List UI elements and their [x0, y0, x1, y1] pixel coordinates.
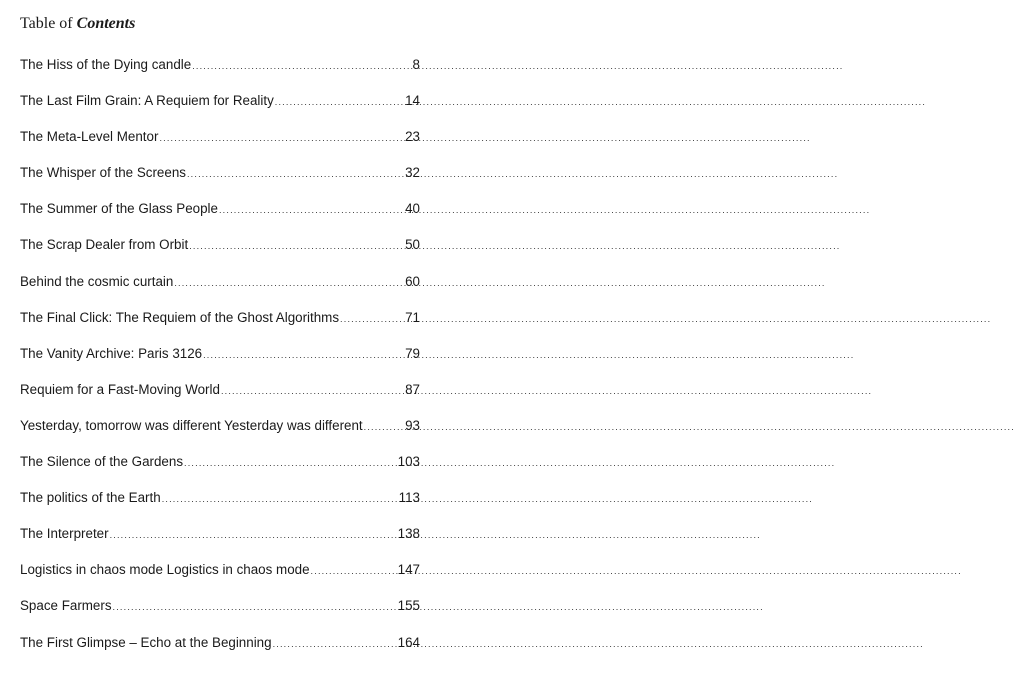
toc-entry-page: 23	[405, 129, 420, 145]
toc-entry-page: 138	[397, 526, 420, 542]
toc-entry-page: 155	[397, 598, 420, 614]
toc-entry[interactable]	[20, 595, 420, 631]
toc-entry-page: 60	[405, 273, 420, 289]
toc-entry-page: 93	[405, 417, 420, 433]
toc-entry-title: The Last Film Grain: A Requiem for Reality	[20, 93, 274, 109]
dot-leader	[186, 163, 405, 185]
toc-entry-title: Space Farmers	[20, 598, 112, 614]
toc-entry[interactable]	[20, 54, 420, 90]
toc-entry[interactable]	[20, 487, 420, 523]
toc-entry-title: Requiem for a Fast-Moving World	[20, 381, 220, 397]
toc-entry[interactable]	[20, 90, 420, 126]
toc-entry[interactable]	[20, 415, 420, 451]
toc-entry-page: 113	[398, 490, 420, 506]
toc-heading-emphasis: Contents	[76, 15, 136, 32]
toc-entry-page: 8	[412, 57, 420, 72]
toc-list	[20, 54, 420, 668]
toc-entry-page: 164	[397, 634, 420, 650]
dot-leader	[109, 524, 398, 546]
toc-entry[interactable]	[20, 198, 420, 234]
dot-leader	[272, 633, 398, 655]
toc-entry[interactable]	[20, 451, 420, 487]
toc-entry-title: The Meta-Level Mentor	[20, 129, 159, 145]
dot-leader	[218, 199, 405, 221]
toc-entry-title: The politics of the Earth	[20, 490, 161, 506]
toc-entry-page: 40	[405, 201, 420, 217]
dot-leader	[220, 380, 405, 402]
dot-leader	[158, 127, 405, 149]
toc-entry[interactable]	[20, 126, 420, 162]
dot-leader	[112, 596, 398, 618]
dot-leader	[183, 452, 398, 474]
toc-entry-page: 71	[405, 309, 420, 325]
toc-entry-page: 147	[397, 562, 420, 578]
toc-entry[interactable]	[20, 234, 420, 270]
dot-leader	[202, 344, 405, 366]
dot-leader	[161, 488, 399, 510]
toc-entry-title: The First Glimpse – Echo at the Beginning	[20, 634, 272, 650]
toc-heading-prefix: Table of	[20, 15, 77, 32]
dot-leader	[274, 91, 405, 113]
toc-entry-title: The Interpreter	[20, 526, 109, 542]
toc-heading	[20, 13, 135, 35]
toc-entry-page: 14	[405, 93, 420, 109]
toc-entry[interactable]	[20, 559, 420, 595]
toc-entry-title: Behind the cosmic curtain	[20, 273, 174, 289]
toc-entry[interactable]	[20, 632, 420, 668]
toc-entry-title: The Whisper of the Screens	[20, 165, 186, 181]
toc-entry-page: 79	[405, 345, 420, 361]
toc-entry[interactable]	[20, 343, 420, 379]
toc-entry-title: The Vanity Archive: Paris 3126	[20, 345, 203, 361]
toc-entry-title: The Scrap Dealer from Orbit	[20, 237, 189, 253]
toc-entry-title: Logistics in chaos mode Logistics in chaos mode	[20, 562, 310, 578]
toc-entry[interactable]	[20, 162, 420, 198]
toc-entry[interactable]	[20, 271, 420, 307]
dot-leader	[173, 272, 405, 294]
toc-entry[interactable]	[20, 379, 420, 415]
dot-leader	[363, 416, 405, 438]
toc-entry-title: Yesterday, tomorrow was different Yesterday was different	[20, 417, 363, 433]
toc-entry-title: The Hiss of the Dying candle	[20, 57, 192, 72]
toc-entry-page: 32	[405, 165, 420, 181]
toc-entry-page: 87	[405, 381, 420, 397]
toc-entry-title: The Final Click: The Requiem of the Ghost Algorithms	[20, 309, 340, 325]
document-page	[0, 0, 449, 699]
toc-entry[interactable]	[20, 523, 420, 559]
dot-leader	[310, 560, 398, 582]
toc-entry-title: The Summer of the Glass People	[20, 201, 218, 217]
toc-entry-title: The Silence of the Gardens	[20, 454, 184, 470]
dot-leader	[191, 55, 412, 77]
toc-entry-page: 50	[405, 237, 420, 253]
dot-leader	[188, 235, 405, 257]
toc-entry-page: 103	[397, 454, 420, 470]
dot-leader	[339, 308, 405, 330]
toc-entry[interactable]	[20, 307, 420, 343]
